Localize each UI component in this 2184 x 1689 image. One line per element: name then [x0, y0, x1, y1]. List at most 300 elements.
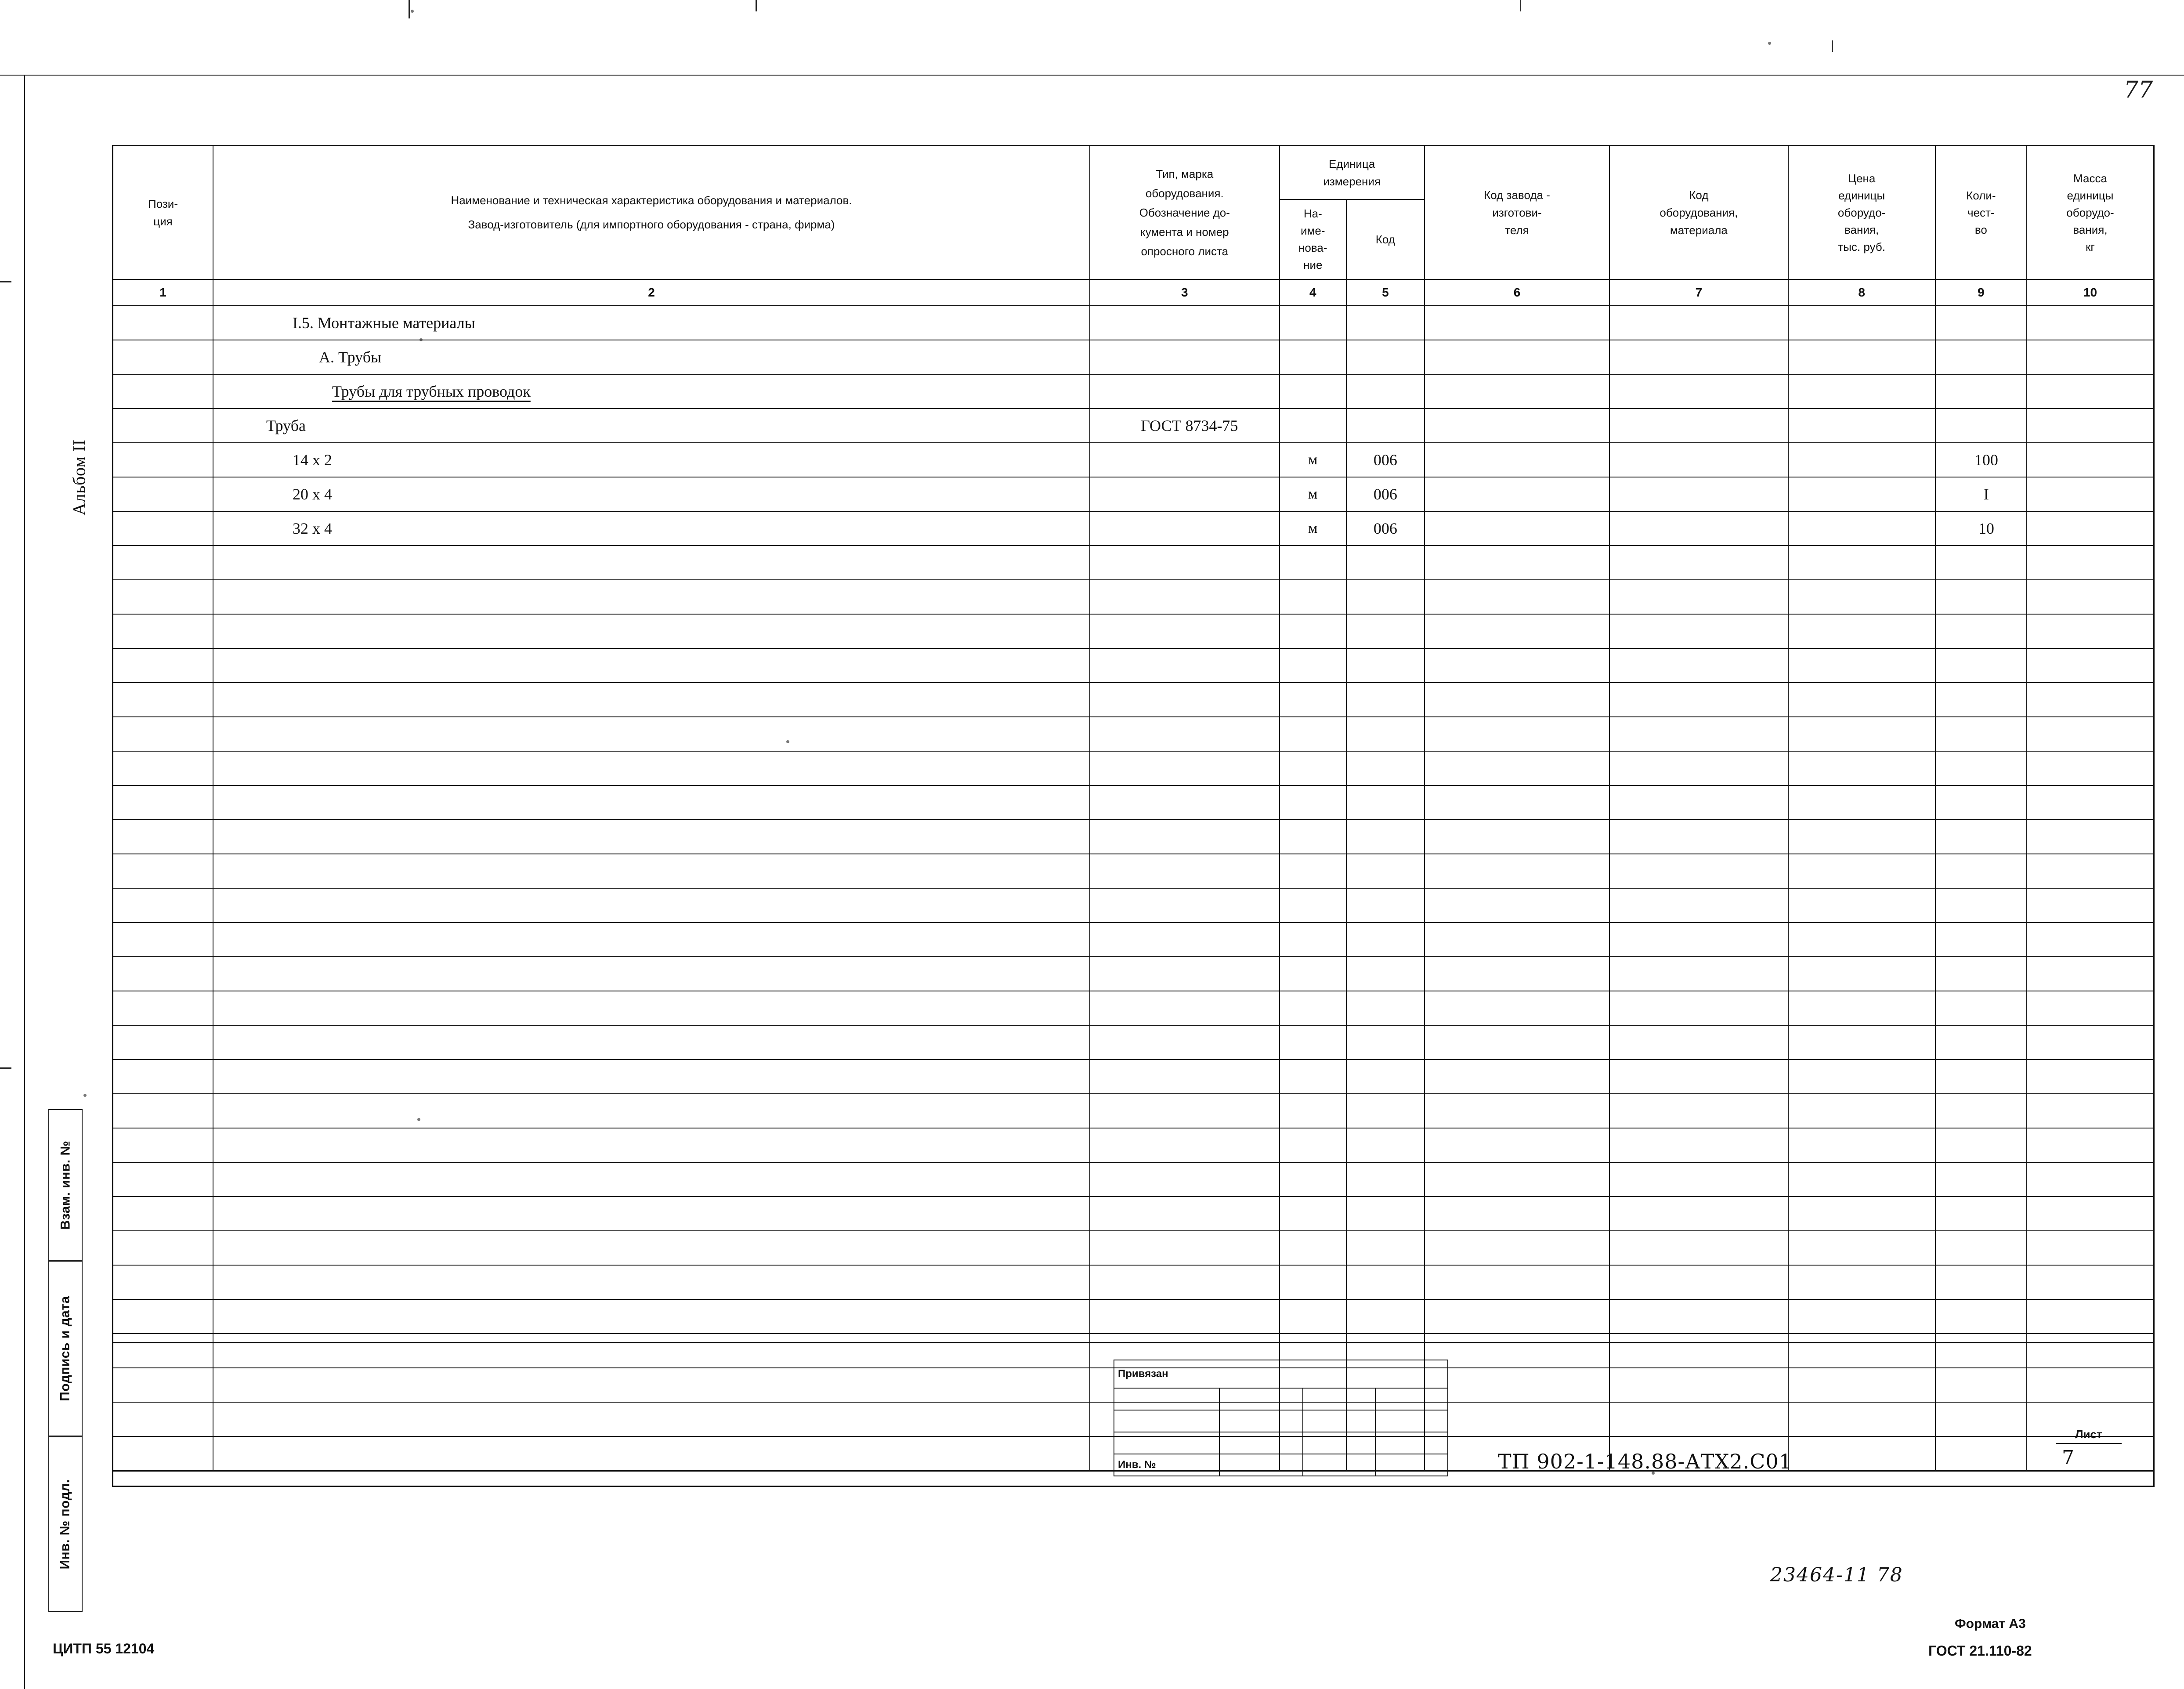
cell-name[interactable] [213, 717, 1090, 751]
cell-unit-mass[interactable] [2027, 1128, 2154, 1162]
cell-name[interactable] [213, 1060, 1090, 1094]
cell-position[interactable] [113, 409, 213, 443]
cell-type-mark[interactable] [1090, 922, 1280, 957]
cell-name[interactable] [213, 1299, 1090, 1334]
cell-position[interactable] [113, 306, 213, 340]
cell-unit-mass[interactable] [2027, 785, 2154, 820]
cell-quantity[interactable] [1935, 1060, 2027, 1094]
cell-unit-mass[interactable] [2027, 511, 2154, 546]
cell-name[interactable] [213, 854, 1090, 888]
cell-position[interactable] [113, 957, 213, 991]
cell-quantity[interactable] [1935, 991, 2027, 1025]
cell-unit-price[interactable] [1788, 340, 1935, 374]
privyazan-cell[interactable] [1219, 1432, 1303, 1454]
cell-unit-code[interactable] [1346, 957, 1425, 991]
cell-unit-code[interactable] [1346, 1094, 1425, 1128]
cell-type-mark[interactable] [1090, 580, 1280, 614]
cell-unit-price[interactable] [1788, 854, 1935, 888]
cell-quantity[interactable] [1935, 785, 2027, 820]
cell-plant-code[interactable] [1425, 1299, 1610, 1334]
cell-unit-code[interactable] [1346, 854, 1425, 888]
cell-equipment-code[interactable] [1609, 546, 1788, 580]
cell-unit-code[interactable] [1346, 683, 1425, 717]
cell-quantity[interactable] [1935, 957, 2027, 991]
cell-unit-mass[interactable] [2027, 580, 2154, 614]
cell-plant-code[interactable] [1425, 648, 1610, 683]
cell-unit-code[interactable] [1346, 443, 1425, 477]
cell-unit-code[interactable] [1346, 511, 1425, 546]
cell-unit-name[interactable] [1280, 546, 1346, 580]
cell-position[interactable] [113, 511, 213, 546]
cell-unit-code[interactable] [1346, 409, 1425, 443]
cell-position[interactable] [113, 1025, 213, 1060]
cell-unit-name[interactable] [1280, 614, 1346, 648]
cell-type-mark[interactable] [1090, 717, 1280, 751]
cell-plant-code[interactable] [1425, 820, 1610, 854]
cell-equipment-code[interactable] [1609, 409, 1788, 443]
cell-type-mark[interactable] [1090, 306, 1280, 340]
cell-type-mark[interactable] [1090, 477, 1280, 511]
cell-unit-name[interactable] [1280, 580, 1346, 614]
privyazan-cell[interactable] [1303, 1388, 1375, 1410]
cell-equipment-code[interactable] [1609, 991, 1788, 1025]
cell-type-mark[interactable] [1090, 409, 1280, 443]
cell-plant-code[interactable] [1425, 1231, 1610, 1265]
cell-unit-mass[interactable] [2027, 546, 2154, 580]
cell-unit-name[interactable] [1280, 340, 1346, 374]
cell-unit-price[interactable] [1788, 477, 1935, 511]
cell-plant-code[interactable] [1425, 991, 1610, 1025]
privyazan-cell[interactable] [1375, 1410, 1448, 1432]
cell-plant-code[interactable] [1425, 683, 1610, 717]
cell-position[interactable] [113, 888, 213, 922]
cell-equipment-code[interactable] [1609, 717, 1788, 751]
cell-unit-code[interactable] [1346, 1197, 1425, 1231]
cell-unit-name[interactable] [1280, 888, 1346, 922]
cell-unit-name[interactable] [1280, 1162, 1346, 1197]
cell-equipment-code[interactable] [1609, 1162, 1788, 1197]
cell-unit-code[interactable] [1346, 717, 1425, 751]
cell-unit-price[interactable] [1788, 888, 1935, 922]
cell-unit-name[interactable] [1280, 477, 1346, 511]
cell-quantity[interactable] [1935, 443, 2027, 477]
cell-unit-mass[interactable] [2027, 1060, 2154, 1094]
cell-quantity[interactable] [1935, 717, 2027, 751]
cell-plant-code[interactable] [1425, 785, 1610, 820]
cell-equipment-code[interactable] [1609, 614, 1788, 648]
cell-unit-code[interactable] [1346, 306, 1425, 340]
cell-name[interactable] [213, 1162, 1090, 1197]
cell-type-mark[interactable] [1090, 1299, 1280, 1334]
cell-unit-price[interactable] [1788, 374, 1935, 409]
cell-name[interactable] [213, 1094, 1090, 1128]
cell-unit-code[interactable] [1346, 1060, 1425, 1094]
cell-position[interactable] [113, 1162, 213, 1197]
cell-unit-price[interactable] [1788, 1025, 1935, 1060]
cell-position[interactable] [113, 683, 213, 717]
cell-plant-code[interactable] [1425, 580, 1610, 614]
cell-unit-name[interactable] [1280, 1094, 1346, 1128]
cell-type-mark[interactable] [1090, 614, 1280, 648]
cell-name[interactable] [213, 991, 1090, 1025]
cell-unit-code[interactable] [1346, 1162, 1425, 1197]
cell-position[interactable] [113, 340, 213, 374]
privyazan-cell[interactable] [1219, 1410, 1303, 1432]
privyazan-cell[interactable] [1303, 1454, 1375, 1476]
cell-plant-code[interactable] [1425, 614, 1610, 648]
cell-position[interactable] [113, 1197, 213, 1231]
cell-quantity[interactable] [1935, 580, 2027, 614]
cell-plant-code[interactable] [1425, 1128, 1610, 1162]
cell-position[interactable] [113, 546, 213, 580]
cell-plant-code[interactable] [1425, 511, 1610, 546]
cell-type-mark[interactable] [1090, 340, 1280, 374]
cell-unit-price[interactable] [1788, 957, 1935, 991]
cell-quantity[interactable] [1935, 648, 2027, 683]
cell-unit-name[interactable] [1280, 820, 1346, 854]
cell-quantity[interactable] [1935, 854, 2027, 888]
cell-plant-code[interactable] [1425, 306, 1610, 340]
cell-plant-code[interactable] [1425, 409, 1610, 443]
cell-unit-price[interactable] [1788, 717, 1935, 751]
cell-equipment-code[interactable] [1609, 1265, 1788, 1299]
cell-unit-mass[interactable] [2027, 614, 2154, 648]
cell-position[interactable] [113, 1128, 213, 1162]
cell-unit-mass[interactable] [2027, 374, 2154, 409]
cell-type-mark[interactable] [1090, 648, 1280, 683]
cell-equipment-code[interactable] [1609, 1128, 1788, 1162]
cell-unit-price[interactable] [1788, 1197, 1935, 1231]
cell-type-mark[interactable] [1090, 1265, 1280, 1299]
cell-name[interactable] [213, 751, 1090, 785]
privyazan-cell[interactable] [1219, 1454, 1303, 1476]
cell-quantity[interactable] [1935, 922, 2027, 957]
cell-type-mark[interactable] [1090, 888, 1280, 922]
cell-unit-name[interactable] [1280, 991, 1346, 1025]
cell-unit-code[interactable] [1346, 648, 1425, 683]
cell-unit-name[interactable] [1280, 1265, 1346, 1299]
cell-plant-code[interactable] [1425, 751, 1610, 785]
cell-equipment-code[interactable] [1609, 785, 1788, 820]
cell-unit-mass[interactable] [2027, 717, 2154, 751]
cell-equipment-code[interactable] [1609, 374, 1788, 409]
cell-equipment-code[interactable] [1609, 580, 1788, 614]
cell-unit-mass[interactable] [2027, 1265, 2154, 1299]
cell-unit-name[interactable] [1280, 1128, 1346, 1162]
cell-unit-price[interactable] [1788, 683, 1935, 717]
cell-position[interactable] [113, 991, 213, 1025]
cell-equipment-code[interactable] [1609, 1060, 1788, 1094]
cell-unit-code[interactable] [1346, 1265, 1425, 1299]
cell-name[interactable] [213, 1265, 1090, 1299]
cell-position[interactable] [113, 614, 213, 648]
cell-unit-name[interactable] [1280, 409, 1346, 443]
cell-name[interactable] [213, 477, 1090, 511]
cell-unit-code[interactable] [1346, 820, 1425, 854]
cell-position[interactable] [113, 717, 213, 751]
cell-equipment-code[interactable] [1609, 820, 1788, 854]
cell-quantity[interactable] [1935, 1265, 2027, 1299]
cell-unit-mass[interactable] [2027, 683, 2154, 717]
cell-equipment-code[interactable] [1609, 1231, 1788, 1265]
cell-unit-mass[interactable] [2027, 888, 2154, 922]
cell-unit-mass[interactable] [2027, 854, 2154, 888]
cell-name[interactable] [213, 340, 1090, 374]
privyazan-cell[interactable] [1303, 1410, 1375, 1432]
cell-name[interactable] [213, 1128, 1090, 1162]
cell-unit-mass[interactable] [2027, 1162, 2154, 1197]
cell-unit-price[interactable] [1788, 751, 1935, 785]
cell-quantity[interactable] [1935, 340, 2027, 374]
cell-quantity[interactable] [1935, 614, 2027, 648]
cell-unit-name[interactable] [1280, 683, 1346, 717]
cell-position[interactable] [113, 1094, 213, 1128]
cell-unit-price[interactable] [1788, 1060, 1935, 1094]
cell-name[interactable] [213, 683, 1090, 717]
cell-type-mark[interactable] [1090, 820, 1280, 854]
cell-unit-name[interactable] [1280, 1299, 1346, 1334]
cell-unit-code[interactable] [1346, 785, 1425, 820]
cell-unit-code[interactable] [1346, 1128, 1425, 1162]
cell-unit-price[interactable] [1788, 580, 1935, 614]
cell-unit-mass[interactable] [2027, 820, 2154, 854]
cell-position[interactable] [113, 1231, 213, 1265]
cell-equipment-code[interactable] [1609, 443, 1788, 477]
cell-name[interactable] [213, 511, 1090, 546]
cell-type-mark[interactable] [1090, 785, 1280, 820]
cell-unit-code[interactable] [1346, 922, 1425, 957]
cell-unit-mass[interactable] [2027, 957, 2154, 991]
cell-equipment-code[interactable] [1609, 648, 1788, 683]
cell-unit-name[interactable] [1280, 443, 1346, 477]
cell-unit-code[interactable] [1346, 580, 1425, 614]
cell-unit-price[interactable] [1788, 409, 1935, 443]
cell-unit-name[interactable] [1280, 374, 1346, 409]
cell-unit-name[interactable] [1280, 1231, 1346, 1265]
cell-type-mark[interactable] [1090, 1197, 1280, 1231]
cell-equipment-code[interactable] [1609, 477, 1788, 511]
cell-name[interactable] [213, 1025, 1090, 1060]
cell-unit-name[interactable] [1280, 922, 1346, 957]
cell-unit-mass[interactable] [2027, 306, 2154, 340]
privyazan-cell[interactable] [1114, 1388, 1219, 1410]
privyazan-cell[interactable] [1375, 1432, 1448, 1454]
cell-unit-name[interactable] [1280, 511, 1346, 546]
cell-unit-price[interactable] [1788, 1094, 1935, 1128]
cell-unit-price[interactable] [1788, 1231, 1935, 1265]
cell-equipment-code[interactable] [1609, 751, 1788, 785]
cell-unit-price[interactable] [1788, 648, 1935, 683]
cell-unit-code[interactable] [1346, 374, 1425, 409]
cell-plant-code[interactable] [1425, 1197, 1610, 1231]
cell-plant-code[interactable] [1425, 340, 1610, 374]
cell-unit-mass[interactable] [2027, 1094, 2154, 1128]
cell-quantity[interactable] [1935, 751, 2027, 785]
cell-type-mark[interactable] [1090, 1060, 1280, 1094]
cell-unit-mass[interactable] [2027, 1231, 2154, 1265]
cell-unit-price[interactable] [1788, 820, 1935, 854]
cell-plant-code[interactable] [1425, 443, 1610, 477]
cell-unit-name[interactable] [1280, 717, 1346, 751]
cell-name[interactable] [213, 409, 1090, 443]
cell-quantity[interactable] [1935, 820, 2027, 854]
cell-unit-name[interactable] [1280, 854, 1346, 888]
cell-unit-name[interactable] [1280, 957, 1346, 991]
cell-unit-price[interactable] [1788, 443, 1935, 477]
cell-quantity[interactable] [1935, 374, 2027, 409]
cell-unit-price[interactable] [1788, 1128, 1935, 1162]
cell-unit-mass[interactable] [2027, 1197, 2154, 1231]
cell-quantity[interactable] [1935, 1299, 2027, 1334]
cell-unit-code[interactable] [1346, 1231, 1425, 1265]
cell-name[interactable] [213, 1197, 1090, 1231]
cell-equipment-code[interactable] [1609, 511, 1788, 546]
cell-quantity[interactable] [1935, 1094, 2027, 1128]
cell-type-mark[interactable] [1090, 1128, 1280, 1162]
cell-name[interactable] [213, 888, 1090, 922]
cell-type-mark[interactable] [1090, 1231, 1280, 1265]
cell-plant-code[interactable] [1425, 854, 1610, 888]
cell-unit-mass[interactable] [2027, 648, 2154, 683]
cell-type-mark[interactable] [1090, 546, 1280, 580]
cell-position[interactable] [113, 751, 213, 785]
cell-position[interactable] [113, 922, 213, 957]
cell-name[interactable] [213, 820, 1090, 854]
cell-plant-code[interactable] [1425, 1060, 1610, 1094]
cell-type-mark[interactable] [1090, 1162, 1280, 1197]
cell-unit-price[interactable] [1788, 991, 1935, 1025]
cell-unit-price[interactable] [1788, 785, 1935, 820]
cell-equipment-code[interactable] [1609, 340, 1788, 374]
cell-unit-price[interactable] [1788, 1265, 1935, 1299]
cell-plant-code[interactable] [1425, 1025, 1610, 1060]
cell-quantity[interactable] [1935, 306, 2027, 340]
cell-unit-price[interactable] [1788, 546, 1935, 580]
cell-unit-code[interactable] [1346, 751, 1425, 785]
cell-type-mark[interactable] [1090, 854, 1280, 888]
cell-type-mark[interactable] [1090, 443, 1280, 477]
cell-plant-code[interactable] [1425, 477, 1610, 511]
cell-unit-name[interactable] [1280, 1060, 1346, 1094]
cell-unit-name[interactable] [1280, 648, 1346, 683]
cell-unit-code[interactable] [1346, 477, 1425, 511]
cell-position[interactable] [113, 1265, 213, 1299]
cell-quantity[interactable] [1935, 409, 2027, 443]
privyazan-cell[interactable] [1114, 1410, 1219, 1432]
cell-plant-code[interactable] [1425, 717, 1610, 751]
cell-plant-code[interactable] [1425, 546, 1610, 580]
cell-name[interactable] [213, 957, 1090, 991]
cell-position[interactable] [113, 648, 213, 683]
privyazan-cell[interactable] [1114, 1432, 1219, 1454]
cell-unit-price[interactable] [1788, 1162, 1935, 1197]
cell-quantity[interactable] [1935, 546, 2027, 580]
cell-plant-code[interactable] [1425, 1265, 1610, 1299]
cell-plant-code[interactable] [1425, 1094, 1610, 1128]
cell-unit-mass[interactable] [2027, 922, 2154, 957]
cell-equipment-code[interactable] [1609, 888, 1788, 922]
cell-unit-name[interactable] [1280, 1025, 1346, 1060]
cell-plant-code[interactable] [1425, 374, 1610, 409]
cell-unit-code[interactable] [1346, 991, 1425, 1025]
cell-equipment-code[interactable] [1609, 683, 1788, 717]
cell-name[interactable] [213, 785, 1090, 820]
cell-equipment-code[interactable] [1609, 1197, 1788, 1231]
cell-name[interactable] [213, 374, 1090, 409]
cell-equipment-code[interactable] [1609, 1299, 1788, 1334]
cell-type-mark[interactable] [1090, 1025, 1280, 1060]
cell-position[interactable] [113, 1060, 213, 1094]
cell-position[interactable] [113, 820, 213, 854]
cell-equipment-code[interactable] [1609, 922, 1788, 957]
cell-type-mark[interactable] [1090, 751, 1280, 785]
privyazan-cell[interactable] [1375, 1454, 1448, 1476]
cell-unit-mass[interactable] [2027, 991, 2154, 1025]
cell-position[interactable] [113, 477, 213, 511]
cell-equipment-code[interactable] [1609, 306, 1788, 340]
cell-type-mark[interactable] [1090, 957, 1280, 991]
cell-unit-name[interactable] [1280, 306, 1346, 340]
cell-position[interactable] [113, 854, 213, 888]
cell-quantity[interactable] [1935, 1128, 2027, 1162]
cell-name[interactable] [213, 546, 1090, 580]
cell-equipment-code[interactable] [1609, 957, 1788, 991]
cell-position[interactable] [113, 443, 213, 477]
cell-equipment-code[interactable] [1609, 1094, 1788, 1128]
cell-name[interactable] [213, 443, 1090, 477]
cell-plant-code[interactable] [1425, 1162, 1610, 1197]
cell-position[interactable] [113, 580, 213, 614]
cell-plant-code[interactable] [1425, 922, 1610, 957]
cell-unit-code[interactable] [1346, 1299, 1425, 1334]
cell-unit-code[interactable] [1346, 888, 1425, 922]
cell-unit-code[interactable] [1346, 1025, 1425, 1060]
cell-equipment-code[interactable] [1609, 854, 1788, 888]
cell-unit-code[interactable] [1346, 614, 1425, 648]
cell-quantity[interactable] [1935, 1197, 2027, 1231]
cell-quantity[interactable] [1935, 888, 2027, 922]
cell-quantity[interactable] [1935, 477, 2027, 511]
cell-unit-mass[interactable] [2027, 1299, 2154, 1334]
cell-position[interactable] [113, 785, 213, 820]
cell-unit-name[interactable] [1280, 785, 1346, 820]
cell-position[interactable] [113, 374, 213, 409]
cell-quantity[interactable] [1935, 511, 2027, 546]
cell-type-mark[interactable] [1090, 1094, 1280, 1128]
cell-name[interactable] [213, 580, 1090, 614]
cell-unit-mass[interactable] [2027, 1025, 2154, 1060]
cell-plant-code[interactable] [1425, 957, 1610, 991]
cell-unit-price[interactable] [1788, 306, 1935, 340]
cell-name[interactable] [213, 922, 1090, 957]
cell-quantity[interactable] [1935, 683, 2027, 717]
cell-quantity[interactable] [1935, 1162, 2027, 1197]
cell-plant-code[interactable] [1425, 888, 1610, 922]
cell-name[interactable] [213, 648, 1090, 683]
cell-unit-mass[interactable] [2027, 751, 2154, 785]
cell-quantity[interactable] [1935, 1025, 2027, 1060]
cell-type-mark[interactable] [1090, 991, 1280, 1025]
cell-name[interactable] [213, 1231, 1090, 1265]
cell-unit-name[interactable] [1280, 751, 1346, 785]
cell-quantity[interactable] [1935, 1231, 2027, 1265]
cell-unit-mass[interactable] [2027, 340, 2154, 374]
cell-unit-mass[interactable] [2027, 409, 2154, 443]
cell-unit-price[interactable] [1788, 922, 1935, 957]
cell-unit-name[interactable] [1280, 1197, 1346, 1231]
privyazan-cell[interactable] [1219, 1388, 1303, 1410]
cell-type-mark[interactable] [1090, 511, 1280, 546]
